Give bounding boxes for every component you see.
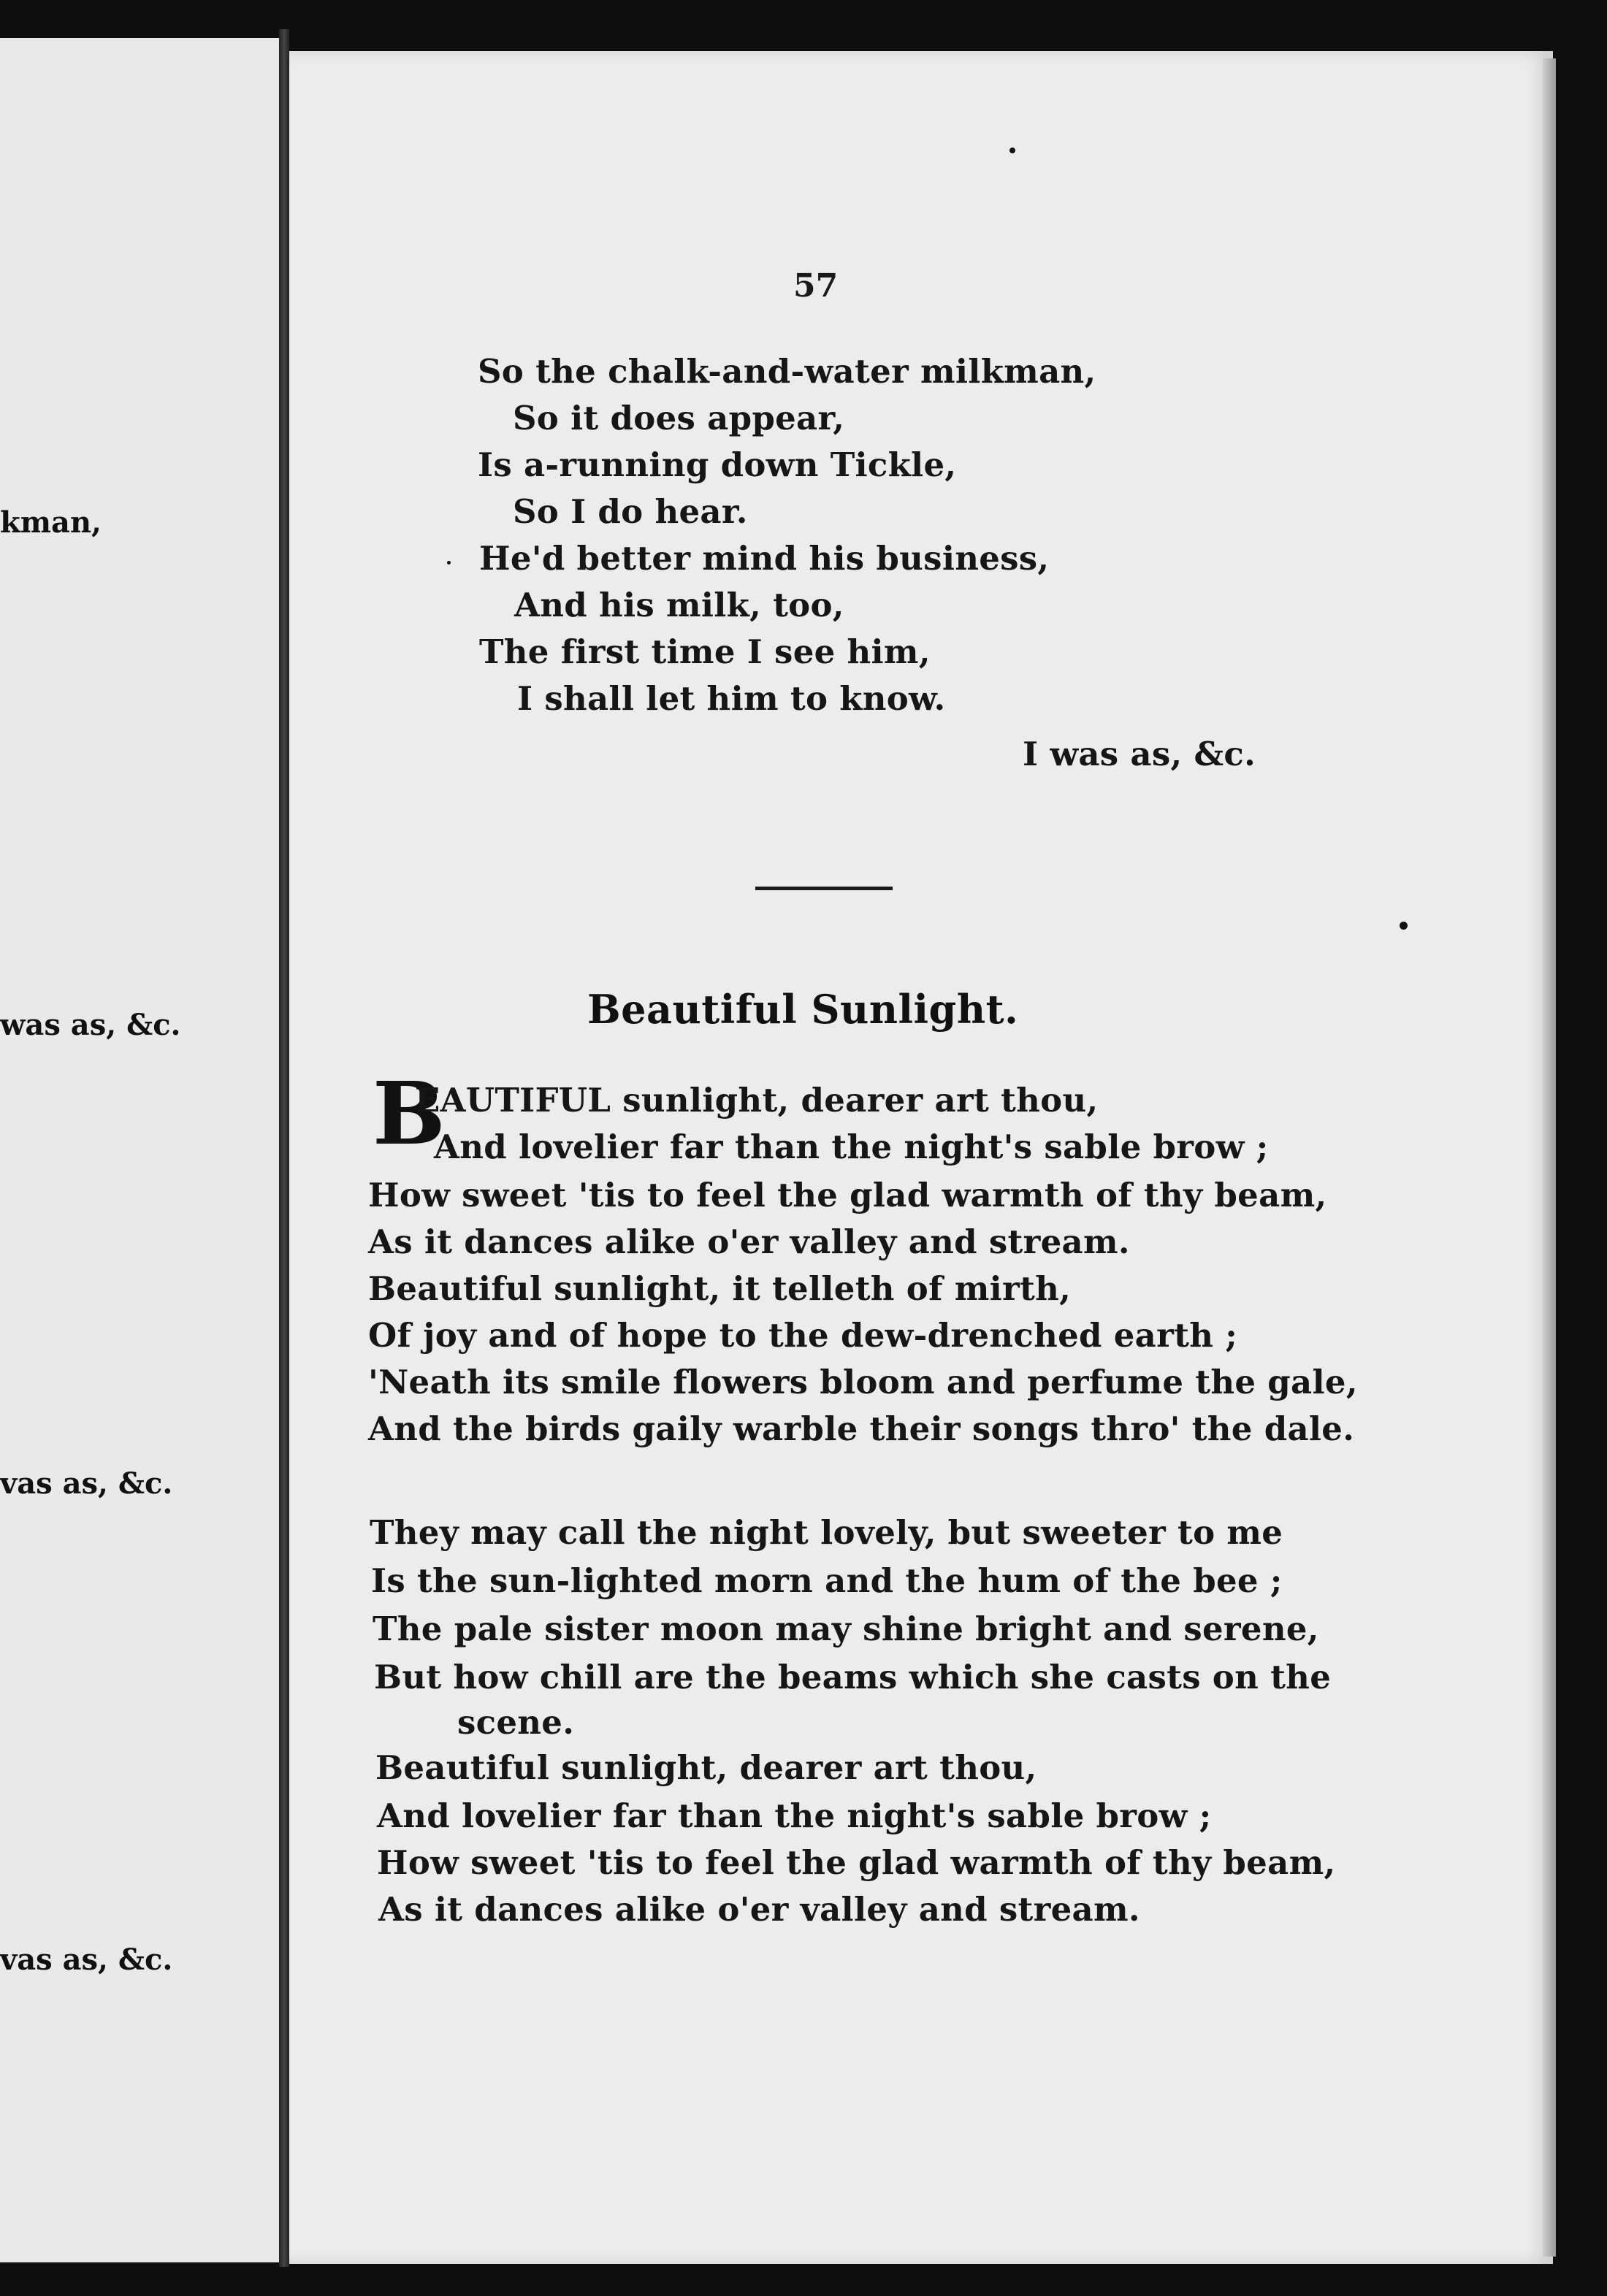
verse-line: Of joy and of hope to the dew-drenched earth ; [368,1316,1238,1355]
ink-speck [447,561,451,565]
small-caps-word: EAUTIFUL [415,1081,611,1120]
page-number: 57 [793,267,839,305]
previous-page-fragment [0,38,279,2262]
verse-line: Is the sun-lighted morn and the hum of the bee ; [371,1561,1283,1600]
verse-line: They may call the night lovely, but sweeter to me [370,1513,1283,1552]
song-line: Is a-running down Tickle, [478,445,957,484]
verse-line: And lovelier far than the night's sable brow ; [434,1128,1269,1166]
verse-line: The pale sister moon may shine bright and serene, [373,1610,1319,1648]
left-fragment-1: kman, [0,505,102,540]
verse-line: How sweet 'tis to feel the glad warmth of thy beam, [368,1176,1327,1214]
song-title: Beautiful Sunlight. [587,986,1019,1033]
first-line-rest: sunlight, dearer art thou, [611,1081,1099,1120]
left-fragment-4: vas as, &c. [0,1943,173,1977]
verse-line-continuation: scene. [457,1703,575,1742]
verse-line: And lovelier far than the night's sable brow ; [377,1796,1212,1835]
song-line: I shall let him to know. [517,679,946,718]
refrain-line: I was as, &c. [1023,735,1256,773]
drop-cap: B [373,1063,446,1164]
verse-first-line [415,1081,1098,1120]
ink-speck [1009,148,1015,153]
verse-line: And the birds gaily warble their songs thro' the dale. [368,1409,1355,1448]
verse-line: Beautiful sunlight, dearer art thou, [375,1748,1037,1787]
verse-line: 'Neath its smile flowers bloom and perfume the gale, [368,1363,1358,1401]
section-divider [755,887,893,890]
verse-line: How sweet 'tis to feel the glad warmth of thy beam, [377,1843,1336,1882]
song-line: So the chalk-and-water milkman, [478,352,1096,391]
song-line: So it does appear, [513,399,845,437]
verse-line: As it dances alike o'er valley and stream. [378,1890,1140,1929]
verse-line: As it dances alike o'er valley and stream. [368,1222,1130,1261]
song-line: So I do hear. [513,492,748,531]
ink-speck [1400,922,1408,930]
song-line: He'd better mind his business, [479,539,1050,578]
book-gutter [279,29,289,2267]
page-edge [1543,58,1556,2257]
verse-line: But how chill are the beams which she casts on the [374,1658,1332,1696]
song-line: And his milk, too, [514,586,844,624]
left-fragment-3: vas as, &c. [0,1466,173,1501]
left-fragment-2: was as, &c. [0,1008,181,1042]
song-line: The first time I see him, [479,632,931,671]
book-page [289,51,1553,2264]
verse-line: Beautiful sunlight, it telleth of mirth, [368,1269,1072,1308]
